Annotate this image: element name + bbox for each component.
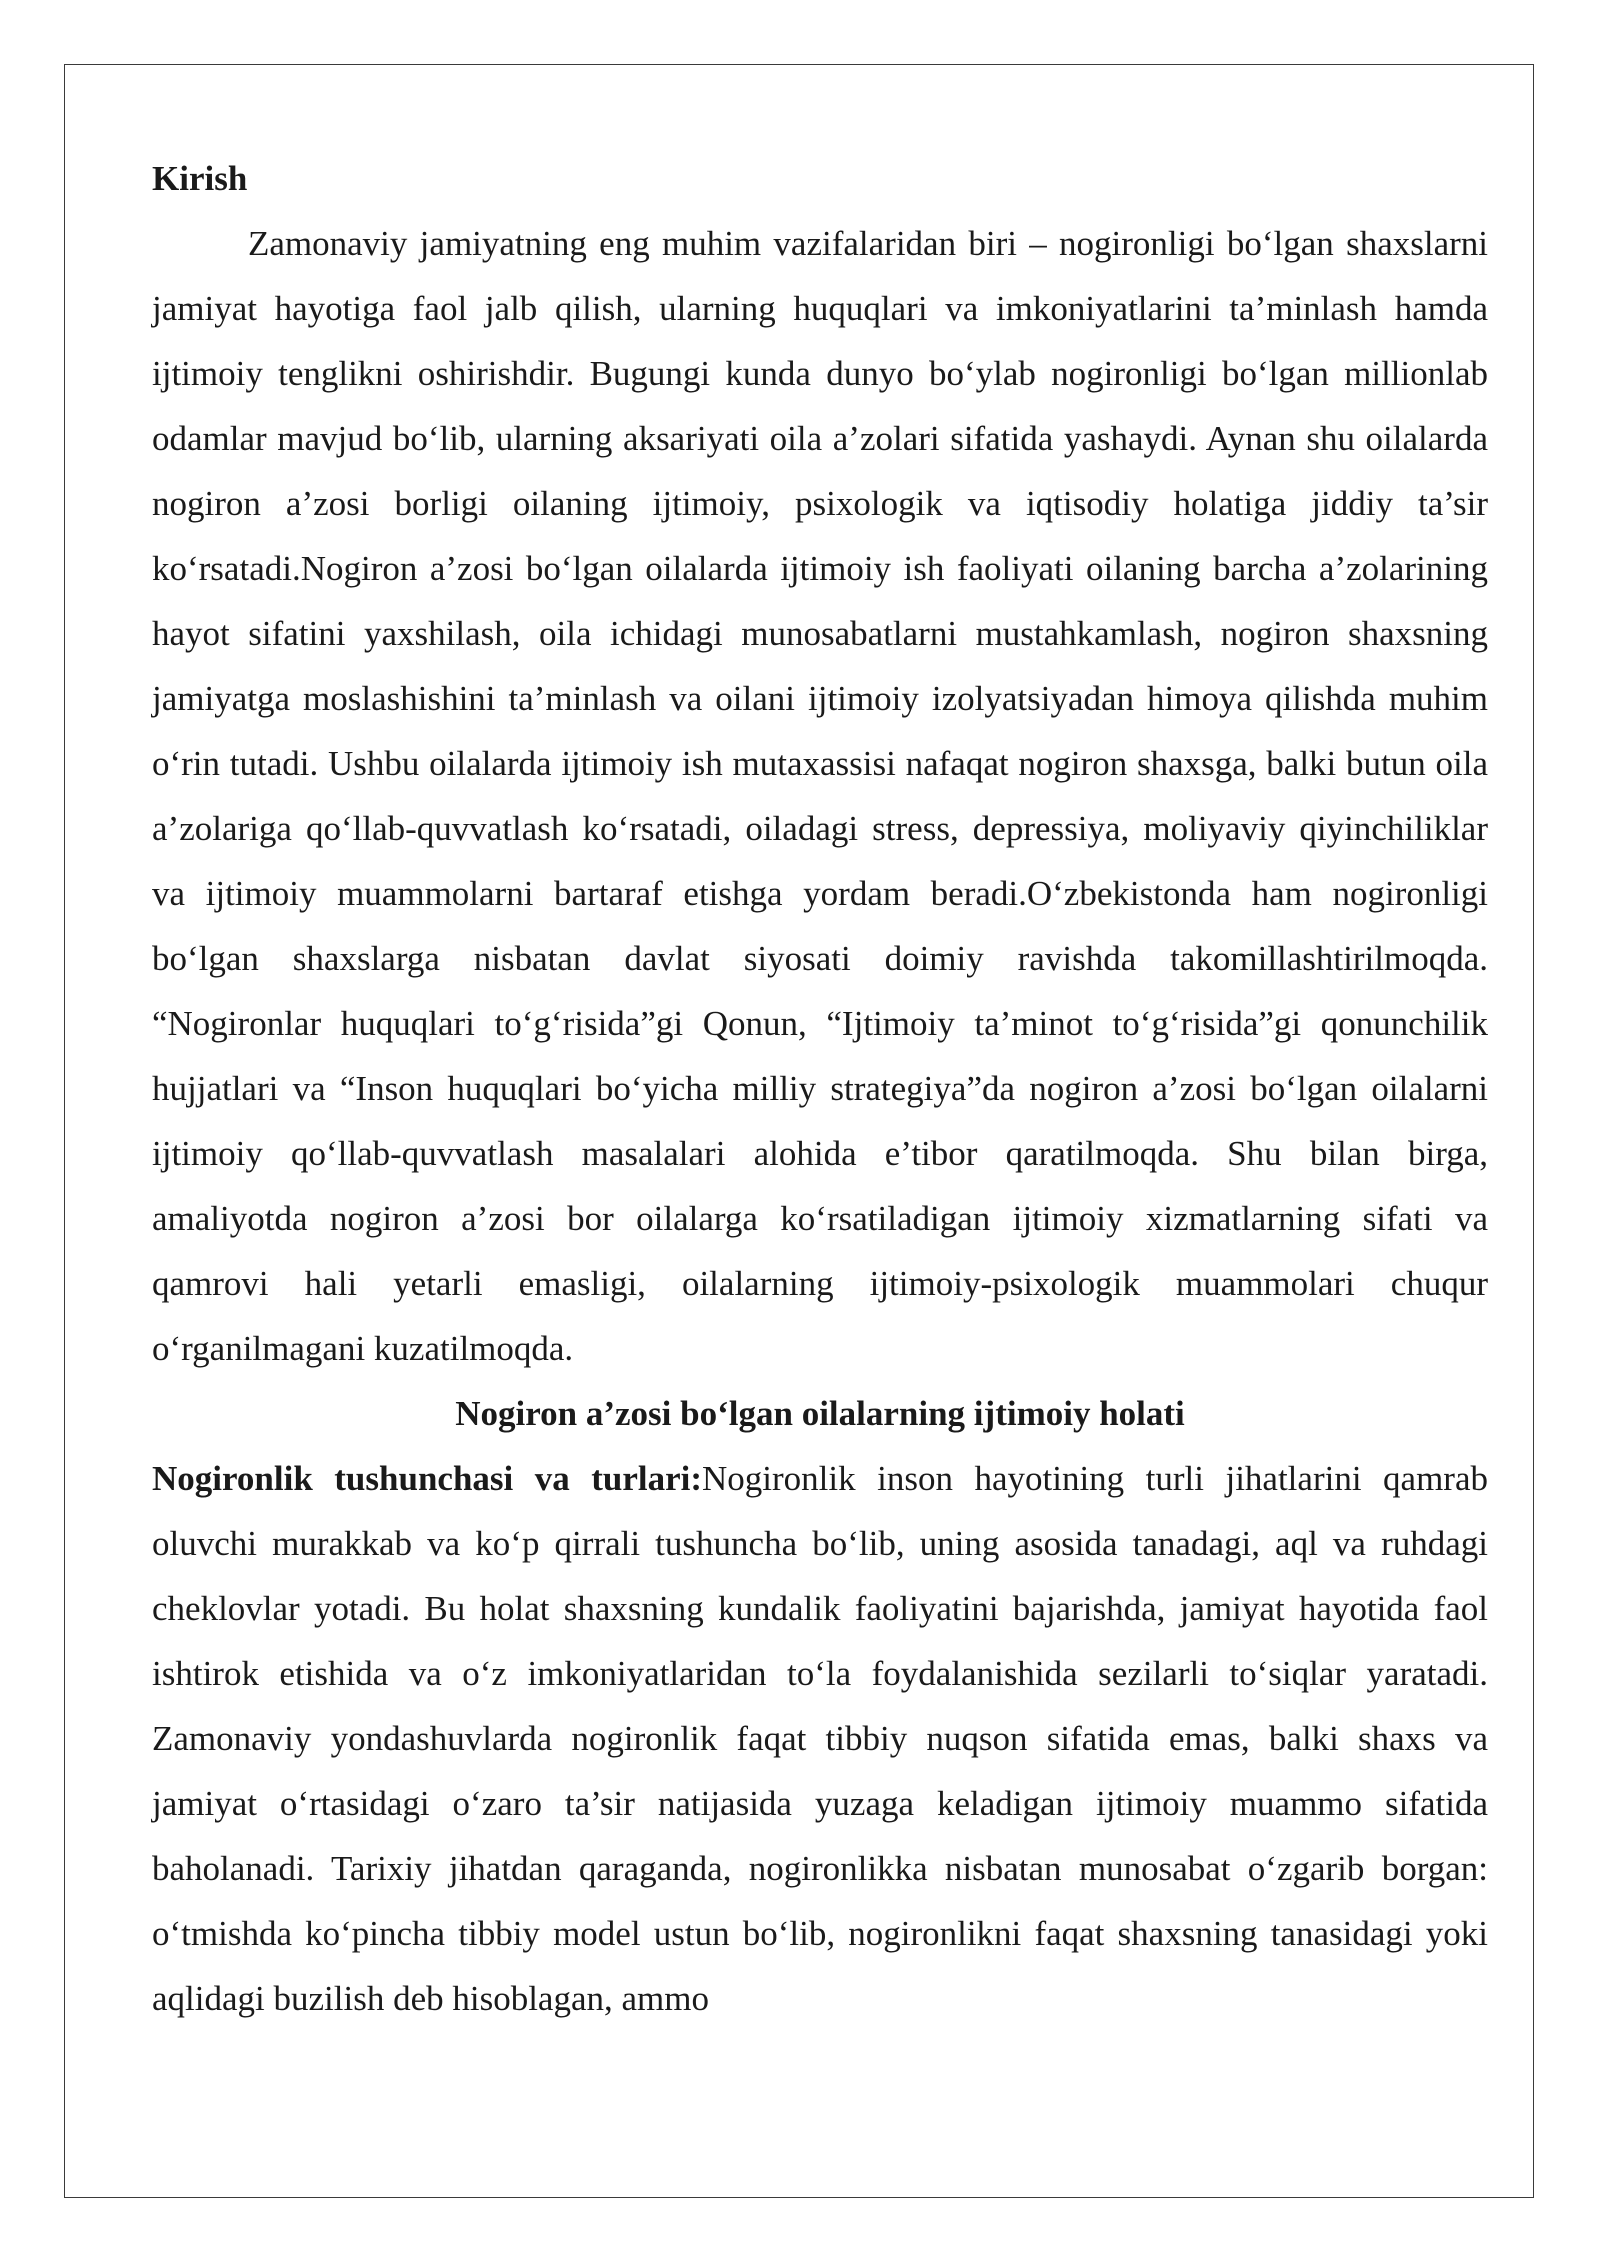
section-lead-bold: Nogironlik tushunchasi va turlari: [152,1459,703,1498]
section-paragraph-text: Nogironlik inson hayotining turli jihatlarini qamrab oluvchi murakkab va ko‘p qirrali tushuncha bo‘lib, uning asosida tanadagi, aql va ruhdagi cheklovlar yotadi. Bu holat shaxsning kundalik faoliyatini bajarishda, jamiyat hayotida faol ishtirok etishida va o‘z imkoniyatlaridan to‘la foydalanishida sezilarli to‘siqlar yaratadi. Zamonaviy yondashuvlarda nogironlik faqat tibbiy nuqson sifatida emas, balki shaxs va jamiyat o‘rtasidagi o‘zaro ta’sir natijasida yuzaga keladigan ijtimoiy muammo sifatida baholanadi. Tarixiy jihatdan qaraganda, nogironlikka nisbatan munosabat o‘zgarib borgan: o‘tmishda ko‘pincha tibbiy model ustun bo‘lib, nogironlikni faqat shaxsning tanasidagi yoki aqlidagi buzilish deb hisoblagan, ammo [152,1459,1488,2018]
document-body [152,146,1488,2031]
section-title: Nogiron a’zosi bo‘lgan oilalarning ijtimoiy holati [455,1394,1185,1433]
intro-paragraph: Zamonaviy jamiyatning eng muhim vazifalaridan biri – nogironligi bo‘lgan shaxslarni jamiyat hayotiga faol jalb qilish, ularning huquqlari va imkoniyatlarini ta’minlash hamda ijtimoiy tenglikni oshirishdir. Bugungi kunda dunyo bo‘ylab nogironligi bo‘lgan millionlab odamlar mavjud bo‘lib, ularning aksariyati oila a’zolari sifatida yashaydi. Aynan shu oilalarda nogiron a’zosi borligi oilaning ijtimoiy, psixologik va iqtisodiy holatiga jiddiy ta’sir ko‘rsatadi.Nogiron a’zosi bo‘lgan oilalarda ijtimoiy ish faoliyati oilaning barcha a’zolarining hayot sifatini yaxshilash, oila ichidagi munosabatlarni mustahkamlash, nogiron shaxsning jamiyatga moslashishini ta’minlash va oilani ijtimoiy izolyatsiyadan himoya qilishda muhim o‘rin tutadi. Ushbu oilalarda ijtimoiy ish mutaxassisi nafaqat nogiron shaxsga, balki butun oila a’zolariga qo‘llab-quvvatlash ko‘rsatadi, oiladagi stress, depressiya, moliyaviy qiyinchiliklar va ijtimoiy muammolarni bartaraf etishga yordam beradi.O‘zbekistonda ham nogironligi bo‘lgan shaxslarga nisbatan davlat siyosati doimiy ravishda takomillashtirilmoqda. “Nogironlar huquqlari to‘g‘risida”gi Qonun, “Ijtimoiy ta’minot to‘g‘risida”gi qonunchilik hujjatlari va “Inson huquqlari bo‘yicha milliy strategiya”da nogiron a’zosi bo‘lgan oilalarni ijtimoiy qo‘llab-quvvatlash masalalari alohida e’tibor qaratilmoqda. Shu bilan birga, amaliyotda nogiron a’zosi bor oilalarga ko‘rsatiladigan ijtimoiy xizmatlarning sifati va qamrovi hali yetarli emasligi, oilalarning ijtimoiy-psixologik muammolari chuqur o‘rganilmagani kuzatilmoqda. [152,224,1488,1368]
section-paragraph [152,1446,1488,2031]
document-heading: Kirish [152,159,248,198]
